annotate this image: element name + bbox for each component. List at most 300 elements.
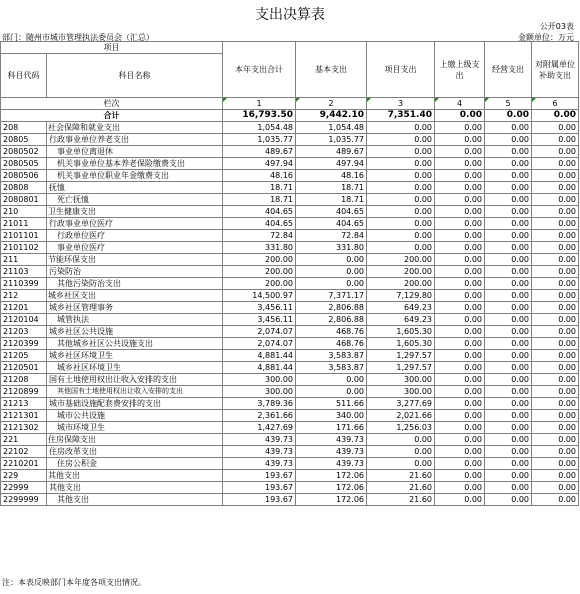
cell-subsidy: 0.00: [532, 362, 579, 374]
cell-subsidy: 0.00: [532, 386, 579, 398]
cell-upper: 0.00: [435, 422, 485, 434]
cell-upper: 0.00: [435, 494, 485, 506]
cell-code: 2080801: [1, 194, 47, 206]
cell-project: 649.23: [367, 302, 435, 314]
table-row: [1, 422, 579, 434]
cell-name: 城市公共设施: [47, 410, 223, 422]
cell-subsidy: 0.00: [532, 446, 579, 458]
cell-subsidy: 0.00: [532, 278, 579, 290]
cell-basic: 1,054.48: [296, 122, 367, 134]
table-row: [1, 470, 579, 482]
cell-business: 0.00: [485, 206, 532, 218]
cell-project: 0.00: [367, 122, 435, 134]
cell-upper: 0.00: [435, 194, 485, 206]
cell-business: 0.00: [485, 158, 532, 170]
cell-subsidy: 0.00: [532, 398, 579, 410]
cell-total: 439.73: [223, 434, 296, 446]
cell-name: 城市环境卫生: [47, 422, 223, 434]
cell-basic: 468.76: [296, 338, 367, 350]
cell-basic: 2,806.88: [296, 302, 367, 314]
cell-total: 200.00: [223, 254, 296, 266]
cell-total: 2,074.07: [223, 338, 296, 350]
table-row: [1, 266, 579, 278]
cell-upper: 0.00: [435, 254, 485, 266]
cell-basic: 171.66: [296, 422, 367, 434]
cell-name: 城市基础设施配套费安排的支出: [47, 398, 223, 410]
table-row: [1, 398, 579, 410]
header-name: 科目名称: [47, 54, 223, 98]
cell-name: 城乡社区管理事务: [47, 302, 223, 314]
cell-subsidy: 0.00: [532, 350, 579, 362]
cell-basic: 18.71: [296, 182, 367, 194]
cell-project: 0.00: [367, 458, 435, 470]
cell-project: 0.00: [367, 242, 435, 254]
cell-total: 4,881.44: [223, 362, 296, 374]
header-subsidy: 对附属单位补助支出: [532, 42, 579, 98]
cell-project: 200.00: [367, 278, 435, 290]
cell-upper: 0.00: [435, 230, 485, 242]
cell-code: 2299999: [1, 494, 47, 506]
department-label: 部门：随州市城市管理执法委员会（汇总）: [2, 33, 154, 42]
cell-project: 1,605.30: [367, 338, 435, 350]
cell-name: 行政事业单位养老支出: [47, 134, 223, 146]
cell-code: 211: [1, 254, 47, 266]
cell-name: 节能环保支出: [47, 254, 223, 266]
cell-code: 22999: [1, 482, 47, 494]
cell-upper: 0.00: [435, 206, 485, 218]
cell-project: 649.23: [367, 314, 435, 326]
cell-subsidy: 0.00: [532, 230, 579, 242]
cell-name: 国有土地使用权出让收入安排的支出: [47, 374, 223, 386]
cell-business: 0.00: [485, 494, 532, 506]
cell-project: 21.60: [367, 482, 435, 494]
cell-code: 2120501: [1, 362, 47, 374]
cell-upper: 0.00: [435, 290, 485, 302]
table-row: [1, 230, 579, 242]
cell-code: 21203: [1, 326, 47, 338]
cell-business: 0.00: [485, 338, 532, 350]
cell-name: 卫生健康支出: [47, 206, 223, 218]
cell-subsidy: 0.00: [532, 218, 579, 230]
cell-upper: 0.00: [435, 398, 485, 410]
cell-upper: 0.00: [435, 266, 485, 278]
cell-total: 4,881.44: [223, 350, 296, 362]
cell-business: 0.00: [485, 218, 532, 230]
seq-6: 6: [532, 98, 579, 110]
table-row: [1, 146, 579, 158]
cell-subsidy: 0.00: [532, 338, 579, 350]
cell-project: 0.00: [367, 182, 435, 194]
cell-basic: 439.73: [296, 458, 367, 470]
table-row: [1, 254, 579, 266]
cell-code: 21208: [1, 374, 47, 386]
cell-code: 21205: [1, 350, 47, 362]
cell-business: 0.00: [485, 314, 532, 326]
cell-upper: 0.00: [435, 278, 485, 290]
cell-project: 1,297.57: [367, 362, 435, 374]
cell-upper: 0.00: [435, 122, 485, 134]
cell-upper: 0.00: [435, 314, 485, 326]
cell-name: 机关事业单位基本养老保险缴费支出: [47, 158, 223, 170]
cell-total: 1,035.77: [223, 134, 296, 146]
cell-subsidy: 0.00: [532, 122, 579, 134]
cell-project: 0.00: [367, 146, 435, 158]
cell-subsidy: 0.00: [532, 482, 579, 494]
table-row: [1, 170, 579, 182]
table-row: [1, 206, 579, 218]
table-row: [1, 410, 579, 422]
cell-project: 1,605.30: [367, 326, 435, 338]
header-business: 经营支出: [485, 42, 532, 98]
cell-business: 0.00: [485, 398, 532, 410]
footnote: 注：本表反映部门本年度各项支出情况。: [2, 578, 146, 587]
cell-name: 社会保障和就业支出: [47, 122, 223, 134]
cell-subsidy: 0.00: [532, 290, 579, 302]
header-item: 项目: [1, 42, 223, 54]
cell-subsidy: 0.00: [532, 134, 579, 146]
cell-business: 0.00: [485, 470, 532, 482]
cell-total: 14,500.97: [223, 290, 296, 302]
cell-name: 机关事业单位职业年金缴费支出: [47, 170, 223, 182]
cell-total: 1,054.48: [223, 122, 296, 134]
unit-label: 金额单位：万元: [518, 33, 574, 42]
cell-basic: 172.06: [296, 482, 367, 494]
cell-total: 3,789.36: [223, 398, 296, 410]
cell-basic: 7,371.17: [296, 290, 367, 302]
cell-subsidy: 0.00: [532, 470, 579, 482]
cell-code: 20808: [1, 182, 47, 194]
cell-business: 0.00: [485, 422, 532, 434]
cell-basic: 340.00: [296, 410, 367, 422]
table-row: [1, 134, 579, 146]
cell-business: 0.00: [485, 446, 532, 458]
cell-business: 0.00: [485, 170, 532, 182]
cell-business: 0.00: [485, 266, 532, 278]
cell-project: 3,277.69: [367, 398, 435, 410]
seq-3: 3: [367, 98, 435, 110]
cell-total: 489.67: [223, 146, 296, 158]
table-row: [1, 386, 579, 398]
cell-basic: 1,035.77: [296, 134, 367, 146]
table-row: [1, 182, 579, 194]
cell-total: 193.67: [223, 470, 296, 482]
cell-basic: 72.84: [296, 230, 367, 242]
cell-name: 行政事业单位医疗: [47, 218, 223, 230]
cell-total: 48.16: [223, 170, 296, 182]
cell-business: 0.00: [485, 386, 532, 398]
cell-code: 2210201: [1, 458, 47, 470]
cell-basic: 48.16: [296, 170, 367, 182]
cell-project: 21.60: [367, 494, 435, 506]
cell-project: 300.00: [367, 374, 435, 386]
cell-business: 0.00: [485, 374, 532, 386]
cell-business: 0.00: [485, 278, 532, 290]
header-upper: 上缴上级支出: [435, 42, 485, 98]
cell-business: 0.00: [485, 410, 532, 422]
table-row: [1, 122, 579, 134]
cell-code: 2120399: [1, 338, 47, 350]
cell-code: 2120104: [1, 314, 47, 326]
seq-1: 1: [223, 98, 296, 110]
total-upper: 0.00: [435, 110, 485, 122]
total-basic: 9,442.10: [296, 110, 367, 122]
cell-upper: 0.00: [435, 434, 485, 446]
cell-subsidy: 0.00: [532, 326, 579, 338]
cell-business: 0.00: [485, 458, 532, 470]
cell-basic: 0.00: [296, 266, 367, 278]
cell-name: 其他污染防治支出: [47, 278, 223, 290]
cell-project: 0.00: [367, 170, 435, 182]
cell-subsidy: 0.00: [532, 374, 579, 386]
cell-code: 208: [1, 122, 47, 134]
cell-subsidy: 0.00: [532, 434, 579, 446]
cell-subsidy: 0.00: [532, 494, 579, 506]
cell-code: 2110399: [1, 278, 47, 290]
cell-code: 2121301: [1, 410, 47, 422]
cell-subsidy: 0.00: [532, 194, 579, 206]
cell-project: 0.00: [367, 158, 435, 170]
cell-upper: 0.00: [435, 374, 485, 386]
cell-upper: 0.00: [435, 338, 485, 350]
cell-basic: 0.00: [296, 386, 367, 398]
cell-total: 200.00: [223, 266, 296, 278]
cell-basic: 489.67: [296, 146, 367, 158]
cell-upper: 0.00: [435, 326, 485, 338]
cell-name: 城管执法: [47, 314, 223, 326]
form-number: 公开03表: [539, 22, 574, 31]
cell-code: 2121302: [1, 422, 47, 434]
cell-subsidy: 0.00: [532, 410, 579, 422]
cell-code: 2101102: [1, 242, 47, 254]
cell-name: 其他国有土地使用权出让收入安排的支出: [47, 386, 223, 398]
cell-total: 18.71: [223, 194, 296, 206]
table-row: [1, 158, 579, 170]
cell-project: 0.00: [367, 434, 435, 446]
header-total: 本年支出合计: [223, 42, 296, 98]
cell-code: 2080502: [1, 146, 47, 158]
cell-subsidy: 0.00: [532, 242, 579, 254]
cell-code: 2120899: [1, 386, 47, 398]
cell-code: 21103: [1, 266, 47, 278]
cell-subsidy: 0.00: [532, 254, 579, 266]
header-project: 项目支出: [367, 42, 435, 98]
cell-business: 0.00: [485, 254, 532, 266]
cell-name: 其他城乡社区公共设施支出: [47, 338, 223, 350]
total-label: 合计: [1, 110, 223, 122]
cell-basic: 172.06: [296, 494, 367, 506]
cell-name: 死亡抚恤: [47, 194, 223, 206]
cell-name: 城乡社区环境卫生: [47, 350, 223, 362]
cell-basic: 439.73: [296, 446, 367, 458]
table-row: [1, 242, 579, 254]
cell-basic: 511.66: [296, 398, 367, 410]
cell-code: 22102: [1, 446, 47, 458]
cell-basic: 468.76: [296, 326, 367, 338]
cell-project: 0.00: [367, 230, 435, 242]
expenditure-table: [0, 41, 579, 506]
cell-business: 0.00: [485, 230, 532, 242]
cell-code: 229: [1, 470, 47, 482]
cell-code: 21201: [1, 302, 47, 314]
cell-upper: 0.00: [435, 482, 485, 494]
cell-subsidy: 0.00: [532, 314, 579, 326]
cell-business: 0.00: [485, 434, 532, 446]
cell-project: 0.00: [367, 218, 435, 230]
cell-basic: 3,583.87: [296, 362, 367, 374]
total-business: 0.00: [485, 110, 532, 122]
cell-business: 0.00: [485, 326, 532, 338]
cell-basic: 2,806.88: [296, 314, 367, 326]
cell-project: 1,297.57: [367, 350, 435, 362]
seq-label: 栏次: [1, 98, 223, 110]
table-row: [1, 494, 579, 506]
cell-subsidy: 0.00: [532, 182, 579, 194]
cell-total: 404.65: [223, 218, 296, 230]
cell-basic: 497.94: [296, 158, 367, 170]
cell-basic: 3,583.87: [296, 350, 367, 362]
table-row: [1, 278, 579, 290]
cell-project: 2,021.66: [367, 410, 435, 422]
cell-basic: 404.65: [296, 218, 367, 230]
cell-name: 住房公积金: [47, 458, 223, 470]
total-project: 7,351.40: [367, 110, 435, 122]
cell-project: 0.00: [367, 134, 435, 146]
cell-business: 0.00: [485, 134, 532, 146]
cell-business: 0.00: [485, 362, 532, 374]
cell-basic: 172.06: [296, 470, 367, 482]
cell-total: 72.84: [223, 230, 296, 242]
cell-basic: 0.00: [296, 278, 367, 290]
cell-total: 2,361.66: [223, 410, 296, 422]
seq-4: 4: [435, 98, 485, 110]
cell-total: 497.94: [223, 158, 296, 170]
table-row: [1, 350, 579, 362]
cell-name: 城乡社区支出: [47, 290, 223, 302]
cell-business: 0.00: [485, 146, 532, 158]
table-row: [1, 290, 579, 302]
seq-5: 5: [485, 98, 532, 110]
cell-upper: 0.00: [435, 350, 485, 362]
cell-code: 221: [1, 434, 47, 446]
table-row: [1, 374, 579, 386]
cell-basic: 404.65: [296, 206, 367, 218]
table-row: [1, 314, 579, 326]
table-row: [1, 194, 579, 206]
cell-name: 行政单位医疗: [47, 230, 223, 242]
cell-project: 0.00: [367, 206, 435, 218]
cell-project: 0.00: [367, 194, 435, 206]
table-row: [1, 482, 579, 494]
cell-business: 0.00: [485, 290, 532, 302]
cell-total: 18.71: [223, 182, 296, 194]
cell-upper: 0.00: [435, 386, 485, 398]
cell-basic: 331.80: [296, 242, 367, 254]
cell-project: 300.00: [367, 386, 435, 398]
cell-subsidy: 0.00: [532, 266, 579, 278]
cell-code: 21011: [1, 218, 47, 230]
cell-total: 300.00: [223, 386, 296, 398]
cell-upper: 0.00: [435, 182, 485, 194]
cell-total: 200.00: [223, 278, 296, 290]
cell-subsidy: 0.00: [532, 170, 579, 182]
cell-subsidy: 0.00: [532, 458, 579, 470]
cell-total: 331.80: [223, 242, 296, 254]
page-title: 支出决算表: [255, 7, 325, 23]
cell-name: 其他支出: [47, 482, 223, 494]
cell-upper: 0.00: [435, 170, 485, 182]
cell-upper: 0.00: [435, 218, 485, 230]
cell-upper: 0.00: [435, 158, 485, 170]
cell-project: 21.60: [367, 470, 435, 482]
table-row: [1, 338, 579, 350]
cell-total: 193.67: [223, 494, 296, 506]
cell-code: 212: [1, 290, 47, 302]
total-subsidy: 0.00: [532, 110, 579, 122]
cell-name: 事业单位医疗: [47, 242, 223, 254]
cell-upper: 0.00: [435, 134, 485, 146]
cell-project: 200.00: [367, 266, 435, 278]
table-row: [1, 434, 579, 446]
cell-basic: 0.00: [296, 254, 367, 266]
cell-subsidy: 0.00: [532, 422, 579, 434]
cell-project: 7,129.80: [367, 290, 435, 302]
header-code: 科目代码: [1, 54, 47, 98]
cell-basic: 18.71: [296, 194, 367, 206]
cell-business: 0.00: [485, 242, 532, 254]
cell-business: 0.00: [485, 482, 532, 494]
cell-subsidy: 0.00: [532, 158, 579, 170]
cell-upper: 0.00: [435, 146, 485, 158]
cell-total: 1,427.69: [223, 422, 296, 434]
cell-name: 其他支出: [47, 470, 223, 482]
cell-name: 其他支出: [47, 494, 223, 506]
header-basic: 基本支出: [296, 42, 367, 98]
cell-business: 0.00: [485, 302, 532, 314]
cell-name: 抚恤: [47, 182, 223, 194]
seq-2: 2: [296, 98, 367, 110]
table-row: [1, 446, 579, 458]
cell-code: 210: [1, 206, 47, 218]
table-row: [1, 326, 579, 338]
cell-total: 3,456.11: [223, 314, 296, 326]
cell-project: 1,256.03: [367, 422, 435, 434]
cell-business: 0.00: [485, 194, 532, 206]
cell-total: 404.65: [223, 206, 296, 218]
table-row: [1, 362, 579, 374]
cell-total: 3,456.11: [223, 302, 296, 314]
cell-total: 300.00: [223, 374, 296, 386]
cell-name: 住房保障支出: [47, 434, 223, 446]
cell-name: 城乡社区公共设施: [47, 326, 223, 338]
cell-business: 0.00: [485, 350, 532, 362]
cell-project: 200.00: [367, 254, 435, 266]
cell-upper: 0.00: [435, 446, 485, 458]
cell-name: 城乡社区环境卫生: [47, 362, 223, 374]
cell-project: 0.00: [367, 446, 435, 458]
cell-total: 193.67: [223, 482, 296, 494]
cell-name: 住房改革支出: [47, 446, 223, 458]
total-sum: 16,793.50: [223, 110, 296, 122]
cell-total: 439.73: [223, 446, 296, 458]
cell-upper: 0.00: [435, 242, 485, 254]
cell-code: 2101101: [1, 230, 47, 242]
cell-upper: 0.00: [435, 410, 485, 422]
cell-subsidy: 0.00: [532, 206, 579, 218]
cell-total: 439.73: [223, 458, 296, 470]
cell-upper: 0.00: [435, 302, 485, 314]
cell-upper: 0.00: [435, 458, 485, 470]
cell-subsidy: 0.00: [532, 302, 579, 314]
